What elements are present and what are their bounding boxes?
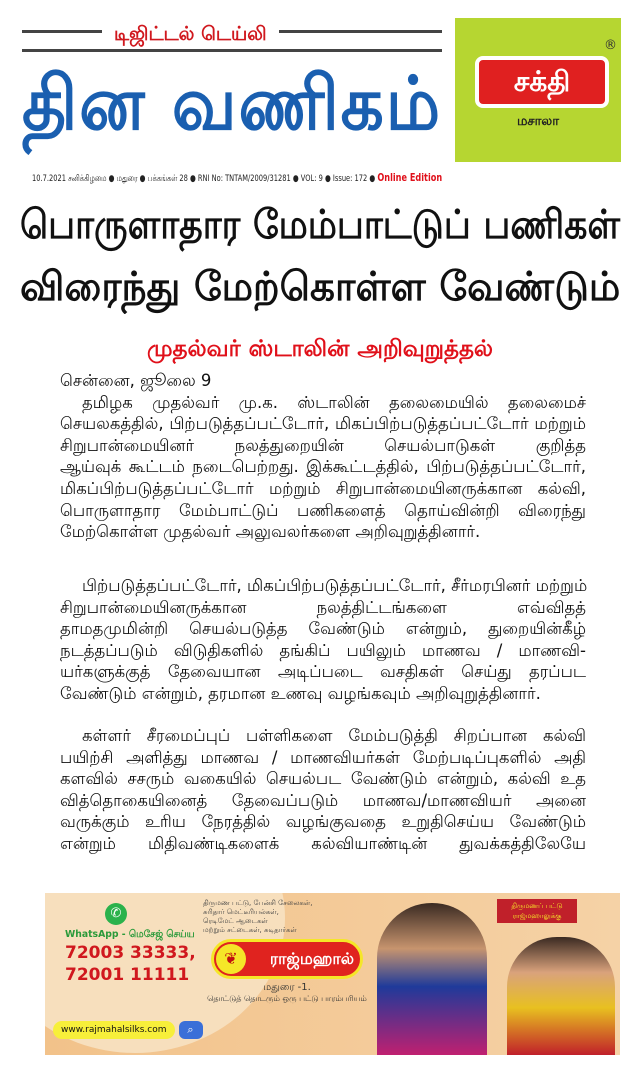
text-line: வருக்கும் உரிய நேரத்தில் வழங்குவதை உறுதிசெய்ய வேண்டும் [60, 812, 586, 832]
dateline: சென்னை, ஜூலை 9 [60, 371, 212, 390]
pages: பக்கங்கள் 28 [147, 174, 188, 184]
rajmahal-logo [211, 939, 363, 979]
headline-line-2: விரைந்து மேற்கொள்ள வேண்டும் [20, 264, 621, 310]
headline-line-1: பொருளாதார மேம்பாட்டுப் பணிகள் [20, 202, 621, 248]
text-line: செயலகத்தில், பிற்படுத்தப்பட்டோர், மிகப்பிற்படுத்தப்பட்டோர் மற்றும் [60, 414, 586, 434]
whatsapp-icon: ✆ [105, 903, 127, 925]
text-line: வித்தொகையினைத் தேவைப்படும் மாணவ/மாணவியர் அனை [60, 790, 586, 810]
ad-place: மதுரை -1. [263, 982, 311, 993]
subheadline: முதல்வர் ஸ்டாலின் அறிவுறுத்தல் [146, 336, 494, 362]
product-list [203, 899, 371, 935]
text-line: களவில் சசரும் வகையில் செயல்பட வேண்டும் என்றும், கல்வி உத [60, 769, 586, 789]
article-body-2 [60, 575, 586, 705]
product-item: திருமண பட்டு, பேன்சி சேலைகள், [203, 899, 313, 907]
online-edition: Online Edition [377, 171, 443, 184]
text-line: தாமதமுமின்றி செயல்படுத்த வேண்டும் என்றும், துறையின்கீழ் [60, 619, 586, 639]
product-item: மற்றும் சட்டைகள், சுடிதார்கள் [203, 926, 297, 934]
text-line: கள்ளர் சீரமைப்புப் பள்ளிகளை மேம்படுத்தி சிறப்பான கல்வி [82, 726, 586, 745]
text-line: மிகப்பிற்படுத்தப்பட்டோர் மற்றும் சிறுபான்மையினருக்கான கல்வி, [60, 478, 586, 498]
whatsapp-label: WhatsApp - மெசேஜ் செய்ய [65, 929, 195, 940]
issue: Issue: 172 [332, 174, 368, 184]
paragraph [60, 725, 586, 855]
phone-2: 72001 11111 [65, 965, 190, 985]
text-line: சிறுபான்மையினர் நலத்துறையின் செயல்பாடுகள் குறித்த [60, 435, 586, 455]
website-link[interactable]: www.rajmahalsilks.com [53, 1021, 175, 1039]
sakthi-masala-ad[interactable] [455, 18, 621, 162]
product-item: ரெடிமேட் ஆடைகள் [203, 917, 268, 925]
search-icon[interactable]: ⌕ [179, 1021, 203, 1039]
brand-name: ராஜ்மஹால் [269, 949, 354, 968]
text-line: பிற்படுத்தப்பட்டோர், மிகப்பிற்படுத்தப்பட்டோர், சீர்மரபினர் மற்றும் [82, 576, 588, 595]
article-body-3 [60, 725, 586, 855]
model-image-2 [507, 937, 615, 1055]
website-search-bar [53, 1021, 203, 1039]
registered-mark: ® [604, 38, 617, 53]
masthead-tagline-bar [22, 23, 442, 52]
text-line: என்றும் மிதிவண்டிகளைக் கல்வியாண்டின் துவக்கத்திலேயே [60, 833, 586, 853]
city: மதுரை [116, 174, 138, 184]
edition-info: 10.7.2021 சனிக்கிழமை ● மதுரை ● பக்கங்கள் 28 ● RNI No: TNTAM/2009/31281 ● VOL: 9 ● Issue: 172 ● Online Edition [32, 171, 443, 184]
phone-1: 72003 33333, [65, 943, 196, 963]
text-line: யர்களுக்குத் தேவையான அடிப்படை வசதிகள் செய்து தரப்பட [60, 662, 586, 682]
date: 10.7.2021 சனிக்கிழமை [32, 174, 107, 184]
text-line: பொருளாதார மேம்பாட்டுப் பணிகளைத் தொய்வின்றி விரைந்து [60, 500, 586, 520]
sakthi-logo: சக்தி [475, 56, 609, 108]
masthead-title: தின வணிகம் [22, 61, 442, 147]
vol: VOL: 9 [300, 174, 323, 184]
text-line: தமிழக முதல்வர் மு.க. ஸ்டாலின் தலைமையில் தலைமைச் [82, 392, 586, 412]
text-line: பயிற்சி அளித்து மாணவ / மாணவியர்கள் மேற்படிப்புகளில் அதி [60, 747, 586, 767]
ad-middle-column [203, 899, 371, 1004]
model-image [377, 903, 487, 1055]
product-item: சுரிதார் மெட்டீரியல்கள், [203, 908, 279, 916]
masthead-tagline: டிஜிட்டல் டெய்லி [102, 23, 279, 48]
article-body [60, 370, 586, 543]
paragraph [60, 392, 586, 543]
sakthi-sub: மசாலா [516, 114, 560, 129]
ad-tag: திருமணப் பட்டு ராஜ்மஹாலுக்கு [497, 899, 577, 923]
text-line: வேண்டும் என்றும், தரமான உணவு வழங்கவும் அறிவுறுத்தினார். [60, 683, 541, 703]
text-line: ஆய்வுக் கூட்டம் நடைபெற்றது. இக்கூட்டத்தில், பிற்படுத்தப்பட்டோர், [60, 457, 586, 477]
text-line: சிறுபான்மையினருக்கான நலத்திட்டங்களை எவ்விதத் [60, 597, 586, 617]
rni: RNI No: TNTAM/2009/31281 [197, 174, 291, 184]
ad-motto: தொட்டுத் தொடரும் ஒரு பட்டு பாரம்பரியம் [207, 994, 367, 1003]
masthead [22, 22, 442, 167]
rajmahal-silks-ad[interactable] [45, 893, 620, 1055]
text-line: மேற்கொள்ள முதல்வர் அலுவலர்களை அறிவுறுத்தினார். [60, 522, 481, 542]
text-line: நடத்தப்படும் விடுதிகளில் தங்கிப் பயிலும் மாணவ / மாணவி- [60, 640, 586, 660]
butterfly-icon: ❦ [216, 944, 246, 974]
paragraph [60, 575, 586, 705]
